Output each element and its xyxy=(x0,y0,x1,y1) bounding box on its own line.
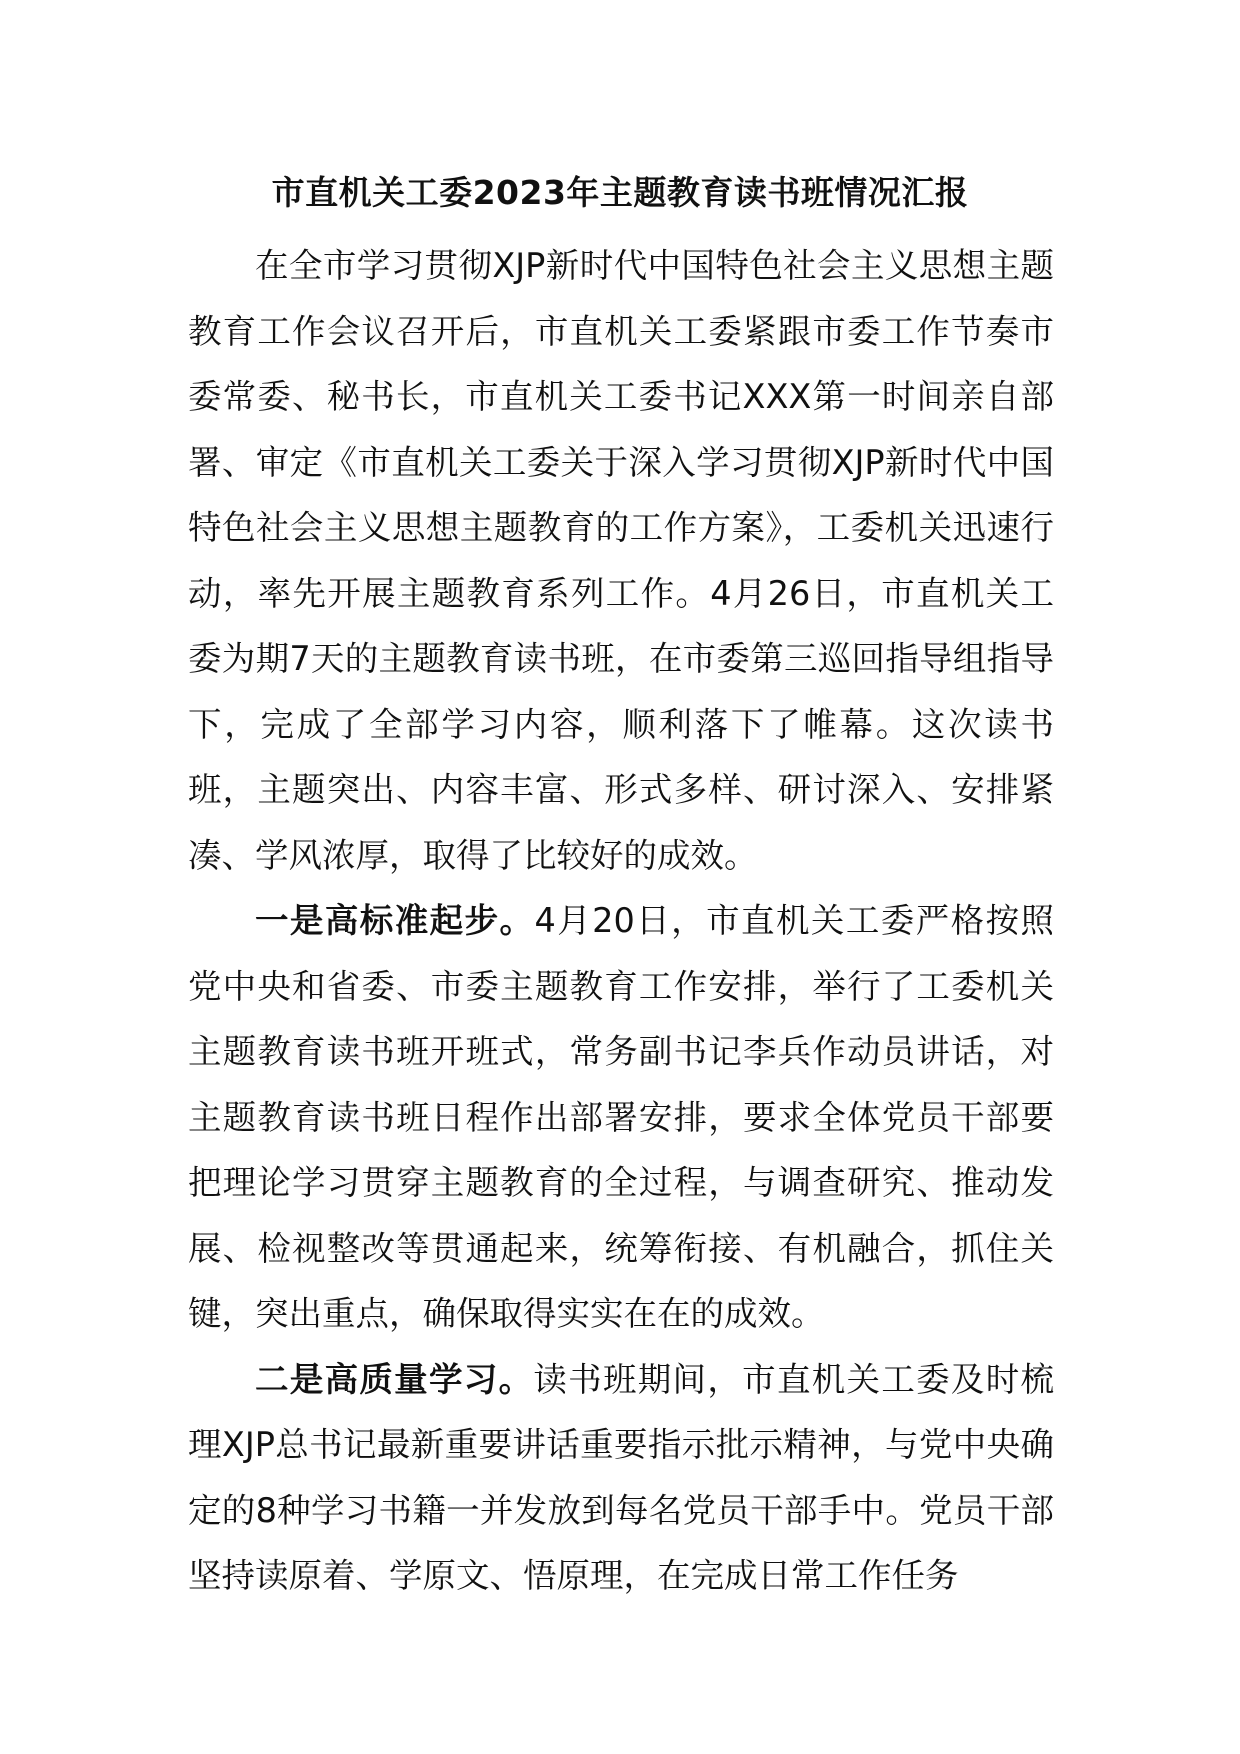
paragraph-point-one-text: 4月20日，市直机关工委严格按照党中央和省委、市委主题教育工作安排，举行了工委机关主题教育读书班开班式，常务副书记李兵作动员讲话，对主题教育读书班日程作出部署安排，要求全体党员干部要把理论学习贯穿主题教育的全过程，与调查研究、推动发展、检视整改等贯通起来，统筹衔接、有机融合，抓住关键，突出重点，确保取得实实在在的成效。 xyxy=(188,901,1055,1333)
paragraph-intro xyxy=(188,233,1054,888)
paragraph-point-one-lead: 一是高标准起步。 xyxy=(255,901,535,940)
paragraph-point-one xyxy=(188,888,1054,1347)
document-body xyxy=(188,233,1054,1609)
paragraph-intro-text: 在全市学习贯彻XJP新时代中国特色社会主义思想主题教育工作会议召开后，市直机关工委紧跟市委工作节奏市委常委、秘书长，市直机关工委书记XXX第一时间亲自部署、审定《市直机关工委关于深入学习贯彻XJP新时代中国特色社会主义思想主题教育的工作方案》，工委机关迅速行动，率先开展主题教育系列工作。4月26日，市直机关工委为期7天的主题教育读书班，在市委第三巡回指导组指导下，完成了全部学习内容，顺利落下了帷幕。这次读书班，主题突出、内容丰富、形式多样、研讨深入、安排紧凑、学风浓厚，取得了比较好的成效。 xyxy=(188,246,1054,875)
paragraph-point-two-lead: 二是高质量学习。 xyxy=(255,1359,534,1399)
paragraph-point-two-text: 读书班期间，市直机关工委及时梳理XJP总书记最新重要讲话重要指示批示精神，与党中央确定的8种学习书籍一并发放到每名党员干部手中。党员干部坚持读原着、学原文、悟原理，在完成日常工作任务 xyxy=(188,1359,1055,1595)
paragraph-point-two xyxy=(188,1347,1054,1609)
document-title: 市直机关工委2023年主题教育读书班情况汇报 xyxy=(271,173,969,212)
